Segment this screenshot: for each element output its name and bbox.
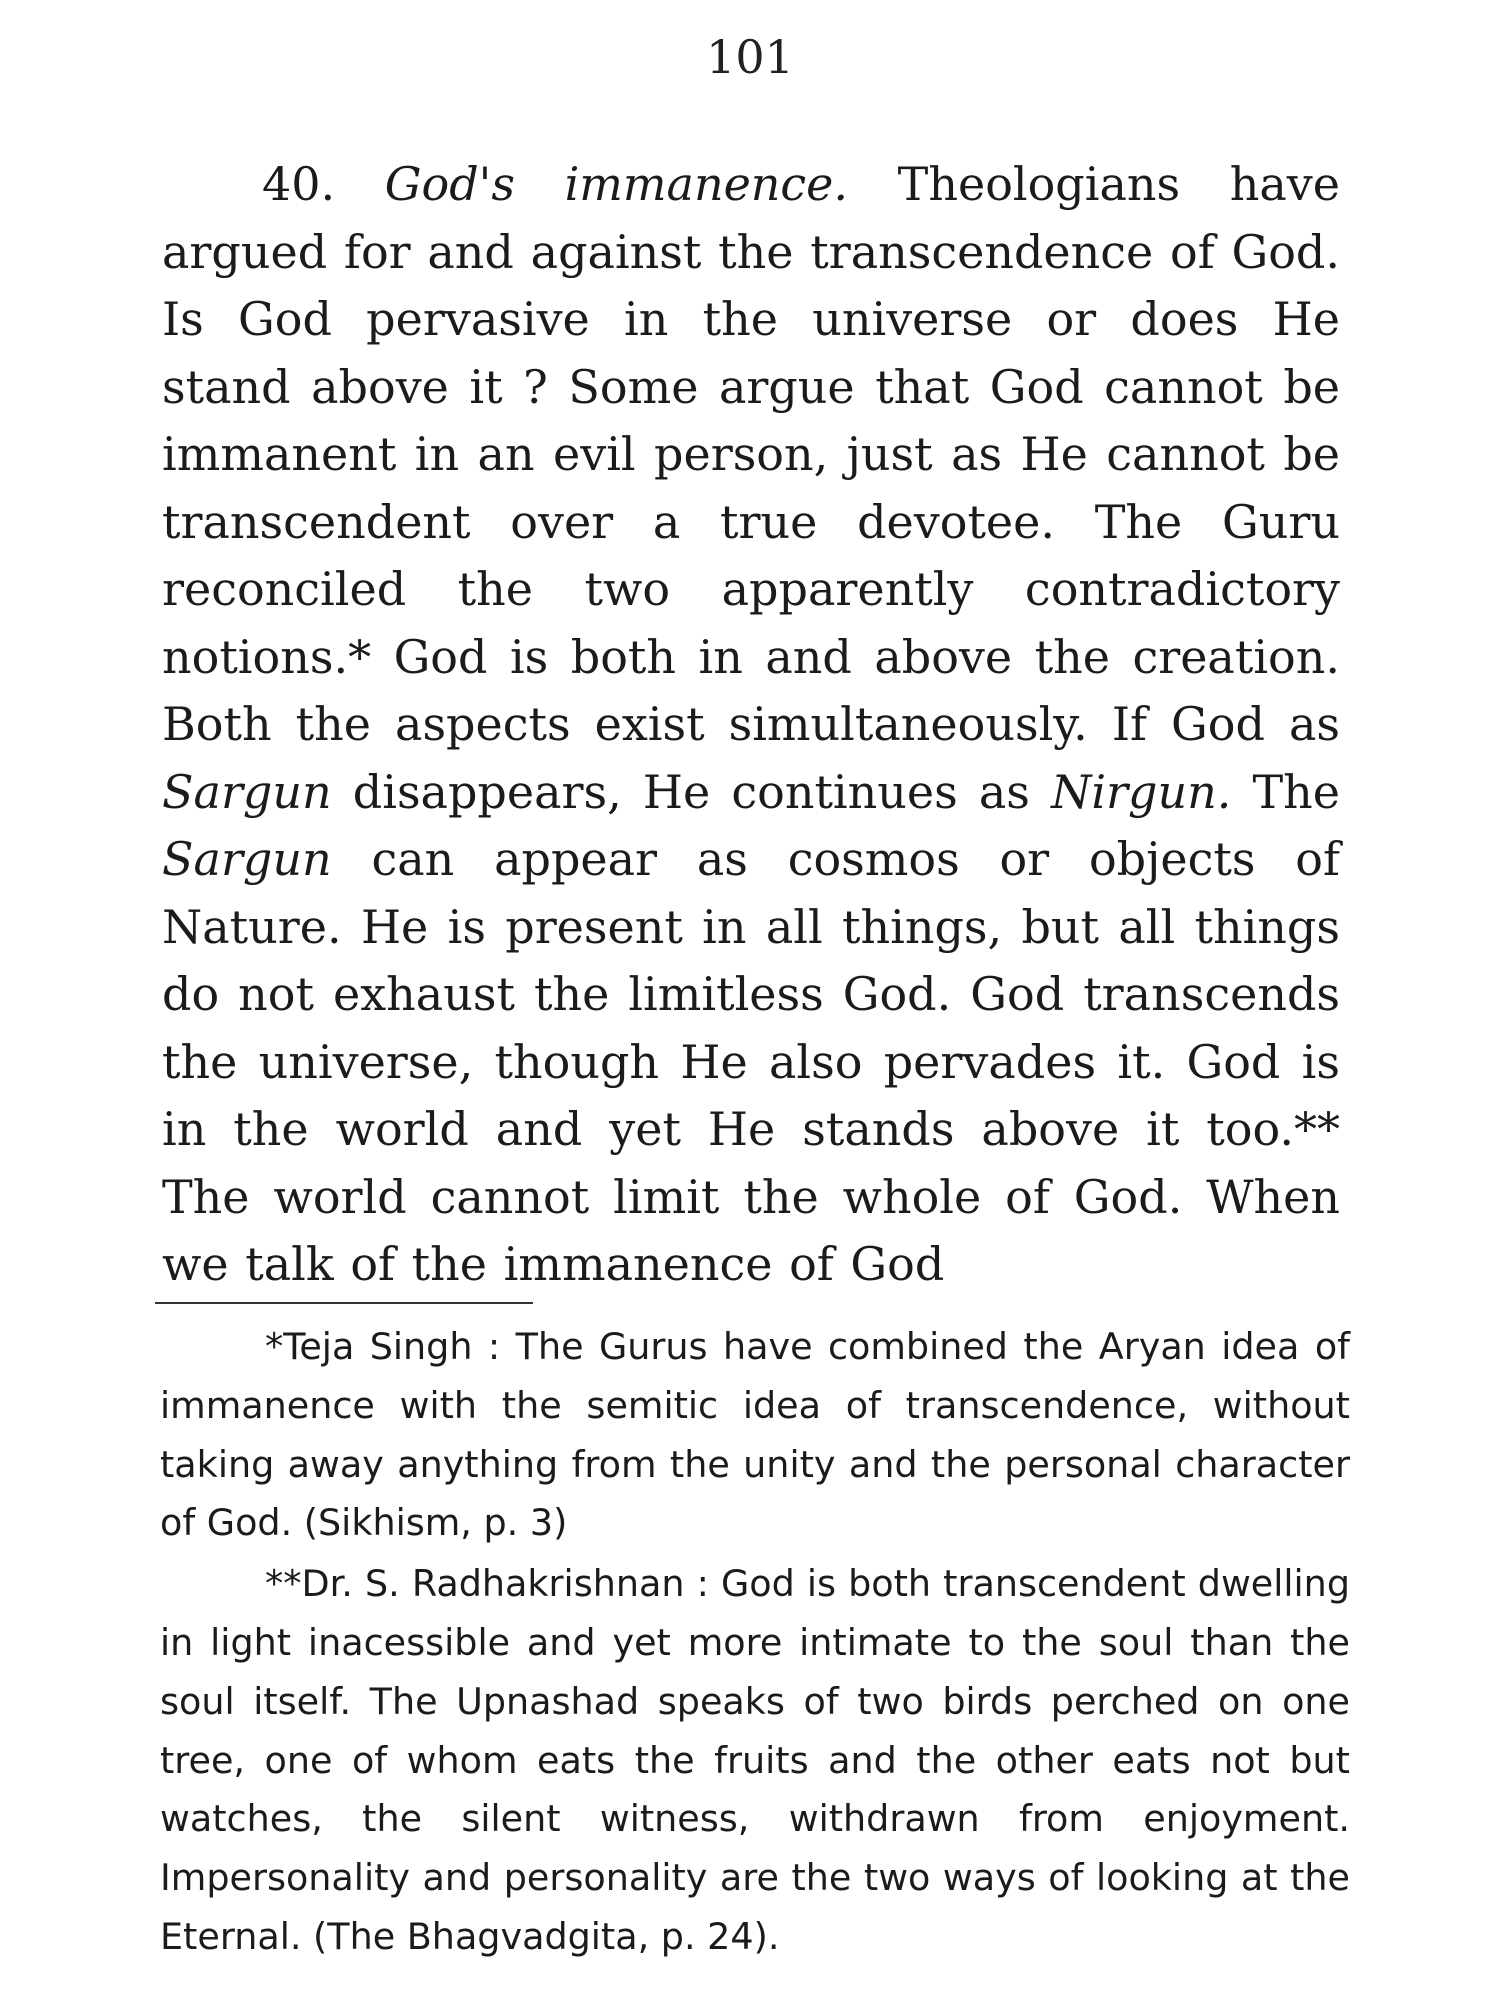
paragraph-text-3: The bbox=[1252, 764, 1341, 819]
term-nirgun: Nirgun. bbox=[1051, 764, 1232, 819]
footnote-marker: * bbox=[265, 1325, 284, 1368]
paragraph-heading: God's immanence. bbox=[384, 157, 849, 211]
term-sargun: Sargun bbox=[162, 764, 332, 819]
footnote-text: Dr. S. Radhakrishnan : God is both transcendent dwelling in light inacessible and yet more intimate to the soul than the soul itself. The Upnashad speaks of two birds perched on one tree, one of whom eats the fruits and the other eats not but watches, the silent witness, withdrawn from enjoyment. Impersonality and personality are the two ways of looking at the Eternal. (The Bhagvadgita, p. 24). bbox=[160, 1562, 1350, 1958]
footnote-2 bbox=[160, 1555, 1350, 1967]
term-sargun-2: Sargun bbox=[162, 832, 332, 886]
footnote-1 bbox=[160, 1318, 1350, 1553]
paragraph-number: 40. bbox=[262, 157, 336, 211]
footnote-divider bbox=[155, 1302, 533, 1304]
footnote-marker: ** bbox=[265, 1562, 302, 1606]
paragraph-text-2: disappears, He continues as bbox=[352, 764, 1030, 819]
footnote-text: Teja Singh : The Gurus have combined the Aryan idea of immanence with the semitic idea of transcendence, without taking away anything from the unity and the personal character of God. (Sikhism, p. 3) bbox=[160, 1325, 1350, 1545]
page-number: 101 bbox=[706, 30, 794, 84]
main-paragraph bbox=[162, 151, 1340, 1299]
paragraph-text-4: can appear as cosmos or objects of Nature. He is present in all things, but all things do not exhaust the limitless God. God transcends the universe, though He also pervades it. God is in the world and yet He stands above it too.** The world cannot limit the whole of God. When we talk of the immanence of God bbox=[162, 832, 1341, 1291]
paragraph-text-1: Theologians have argued for and against the transcendence of God. Is God pervasive in the universe or does He stand above it ? Some argue that God cannot be immanent in an evil person, just as He cannot be transcendent over a true devotee. The Guru reconciled the two apparently contradictory notions.* God is both in and above the creation. Both the aspects exist simultaneously. If God as bbox=[162, 157, 1341, 751]
footnotes bbox=[160, 1318, 1350, 1969]
